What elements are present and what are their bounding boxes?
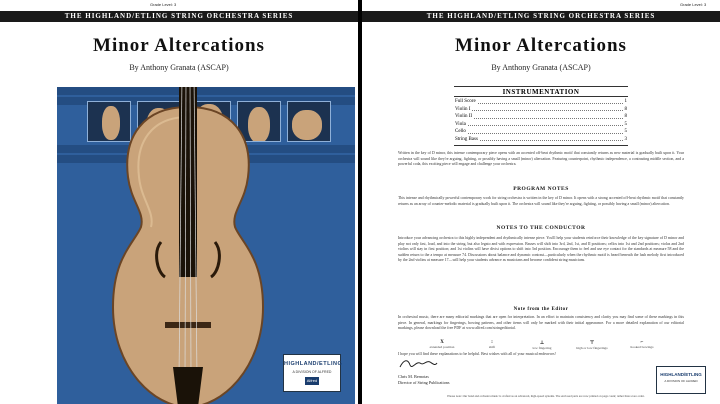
mark-label: high or low fingerings — [576, 346, 608, 350]
editor-name: Chris M. Bernotas — [398, 374, 429, 379]
instrument-name: Violin II — [455, 114, 473, 119]
grade-level: Grade Level: 3 — [680, 2, 707, 7]
publisher-name: HIGHLAND/ETLING — [660, 372, 702, 377]
instrument-name: String Bass — [455, 136, 478, 142]
instrument-count: 5 — [624, 129, 627, 134]
publisher-division: A DIVISION OF ALFRED — [664, 379, 698, 383]
program-notes-text: This intense and rhythmically powerful contemporary work for string orchestra is written in the key of D minor. It opens with a strong accented off-beat rhythmic motif that constantly returns as an array of counter-melodic material is gradually built upon it. The orchestra will sound like they're arguing, fighting, or possibly having a small (minor) altercation. — [398, 196, 684, 206]
alfred-logo: Alfred — [306, 378, 318, 383]
editor-credit — [398, 374, 450, 385]
program-notes-heading: PROGRAM NOTES — [513, 186, 569, 192]
mark-label: hooked bowings — [630, 345, 654, 349]
editor-note-heading: Note from the Editor — [513, 307, 569, 312]
conductor-notes-heading: NOTES TO THE CONDUCTOR — [496, 225, 586, 231]
footnote: Please note: Our band and orchestra music is crafted as an advanced, high-speed systems. The enclosed parts are now printed on page count; rather than score order. — [447, 394, 645, 398]
publisher-logo-box — [283, 354, 341, 392]
instrument-row — [455, 106, 627, 114]
editorial-marks-legend — [422, 340, 662, 350]
instrument-name: Full Score — [455, 99, 476, 104]
mark-label: extended position — [429, 345, 455, 349]
divider — [454, 145, 628, 146]
instrument-row — [455, 113, 627, 121]
mark-symbol: ⊥ — [539, 341, 545, 346]
mark-item — [522, 340, 562, 350]
instrument-count: 3 — [624, 136, 627, 142]
instrument-row — [455, 128, 627, 136]
series-bar: THE HIGHLAND/ETLING STRING ORCHESTRA SERIES — [0, 11, 358, 22]
intro-paragraph: Written in the key of D minor, this intense contemporary piece opens with an accented off-beat rhythmic motif that constantly returns as new material is gradually built upon it. Your orchestra will sound like they're arguing, fighting, or possibly having a small (minor) altercation. Featuring counterpoint, rhythmic independence, a contrasting middle section, and a powerful coda, this exciting piece will engage and challenge your orchestra. — [398, 151, 684, 167]
mark-label: low fingering — [532, 346, 552, 350]
mark-item — [572, 340, 612, 350]
editor-note-text: In orchestral music, there are many editorial markings that are open for interpretation. In an effort to maintain consistency and clarity you may find some of these markings in this piece. In general, markings for fingerings, bowing patterns, and other items will only be marked with their initial appearance. For a more detailed explanation of our editorial markings, please download the free PDF at www.alfred.com/stringeditorial. — [398, 315, 684, 331]
mark-item — [622, 340, 662, 350]
editor-title: Director of String Publications — [398, 379, 450, 385]
instrument-row — [455, 121, 627, 129]
divider — [454, 96, 628, 97]
mark-symbol: X — [440, 340, 444, 345]
instrument-name: Viola — [455, 121, 466, 127]
publisher-division: A DIVISION OF ALFRED — [292, 370, 332, 374]
series-bar: THE HIGHLAND/ETLING STRING ORCHESTRA SERIES — [362, 11, 720, 22]
violin-illustration — [83, 87, 293, 404]
inner-page — [362, 0, 720, 404]
mark-symbol: ⌐ — [640, 340, 644, 345]
inner-title: Minor Altercations — [455, 35, 627, 56]
grade-level: Grade Level: 3 — [150, 2, 177, 7]
cover-byline: By Anthony Granata (ASCAP) — [129, 63, 229, 72]
cover-page — [0, 0, 358, 404]
cover-artwork — [57, 87, 355, 404]
instrument-count: 8 — [624, 106, 627, 112]
instrument-name: Violin I — [455, 106, 471, 112]
conductor-notes-text: Introduce your advancing orchestra to this highly independent and rhythmically intense piece. You'll help your students reinforce their knowledge of the key signature of D minor and play not only fast, loud, and into the string, but also legato and with expression. Basses will shift into 3rd, 2nd, 1st, and II positions; cellos into 1st and 2nd positions; violas and 2nd violins will stay in first position; and 1st violins will have divisi options to shift into 3rd position. Encourage them to feel and use eye contact for the standards at measure 58 and the sudden return to the a tempo at measure 74. Discussions about balance and dynamic contrast—particularly when the rhythmic motif is heard beneath the lush melody first introduced by the 2nd violins at measure 17—will help your students advance as musicians and become confident string musicians. — [398, 236, 684, 263]
mark-symbol: ↕ — [490, 340, 494, 345]
violin-thumbnail — [287, 101, 331, 142]
signature-scribble — [398, 357, 438, 371]
mark-item — [422, 340, 462, 350]
publisher-logo-box — [656, 366, 706, 394]
editor-thanks: I hope you will find these explanations to be helpful. Best wishes with all of your musical endeavors! — [398, 352, 556, 356]
instrument-row — [455, 98, 627, 106]
divider — [454, 86, 628, 87]
mark-label: shift — [488, 345, 496, 349]
cover-title: Minor Altercations — [93, 35, 265, 56]
publisher-name: HIGHLAND/ETLING — [284, 361, 343, 367]
instrument-count: 5 — [624, 121, 627, 127]
instrument-count: 1 — [624, 99, 627, 104]
instrument-count: 8 — [624, 114, 627, 119]
instrumentation-heading: INSTRUMENTATION — [502, 88, 580, 96]
instrument-row — [455, 136, 627, 144]
instrument-name: Cello — [455, 129, 466, 134]
inner-byline: By Anthony Granata (ASCAP) — [491, 63, 591, 72]
instrumentation-list — [455, 98, 627, 143]
mark-item — [472, 340, 512, 350]
mark-symbol: ⊤ — [589, 341, 595, 346]
